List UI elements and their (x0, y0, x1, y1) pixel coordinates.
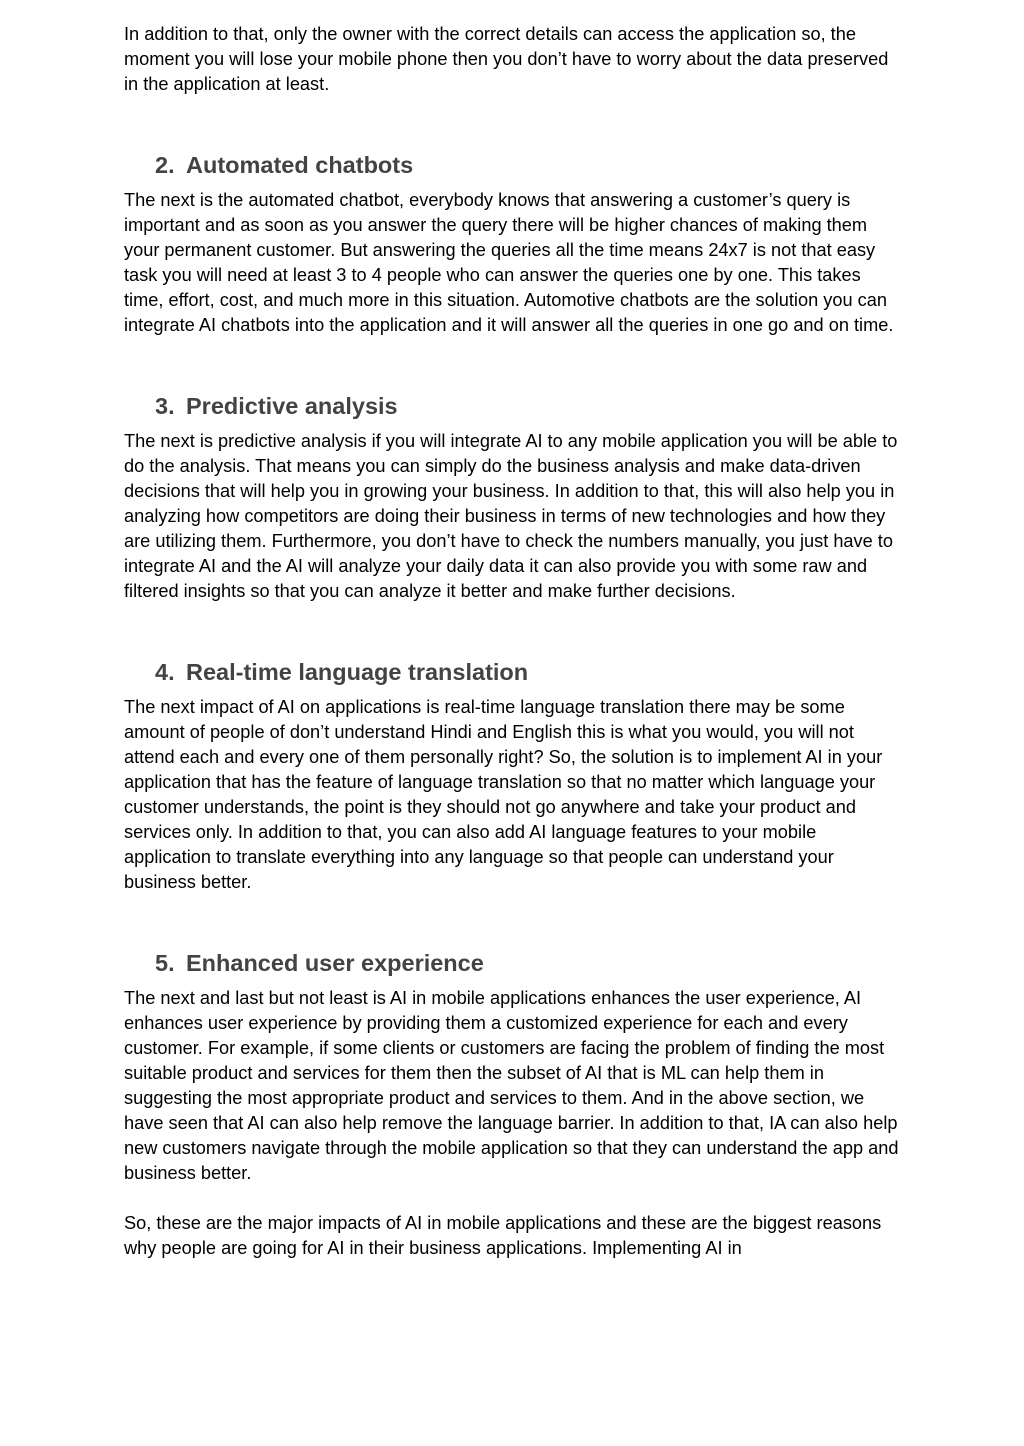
section-body: The next is the automated chatbot, everybody knows that answering a customer’s query is important and as soon as you answer the query there will be higher chances of making them your permanent customer. But answering the queries all the time means 24x7 is not that easy task you will need at least 3 to 4 people who can answer the queries one by one. This takes time, effort, cost, and much more in this situation. Automotive chatbots are the solution you can integrate AI chatbots into the application and it will answer all the queries in one go and on time. (124, 190, 894, 335)
section-enhanced-user-experience (124, 948, 904, 1186)
section-heading (124, 948, 904, 978)
section-number: 3. (155, 393, 175, 419)
section-automated-chatbots (124, 150, 904, 338)
section-body: The next impact of AI on applications is real-time language translation there may be some amount of people of don’t understand Hindi and English this is what you would, you will not attend each and every one of them personally right? So, the solution is to implement AI in your application that has the feature of language translation so that no matter which language your customer understands, the point is they should not go anywhere and take your product and services only. In addition to that, you can also add AI language features to your mobile application to translate everything into any language so that people can understand your business better. (124, 697, 883, 892)
section-heading (124, 657, 904, 687)
section-title: Enhanced user experience (186, 950, 484, 976)
document-page (124, 22, 904, 1261)
section-body: The next and last but not least is AI in mobile applications enhances the user experience, AI enhances user experience by providing them a customized experience for each and every customer. For example, if some clients or customers are facing the problem of finding the most suitable product and services for them then the subset of AI that is ML can help them in suggesting the most appropriate product and services to them. And in the above section, we have seen that AI can also help remove the language barrier. In addition to that, IA can also help new customers navigate through the mobile application so that they can understand the app and business better. (124, 988, 899, 1183)
section-real-time-language-translation (124, 657, 904, 895)
section-title: Predictive analysis (186, 393, 398, 419)
section-heading (124, 391, 904, 421)
section-number: 2. (155, 152, 175, 178)
intro-paragraph: In addition to that, only the owner with the correct details can access the application so, the moment you will lose your mobile phone then you don’t have to worry about the data preserved in the application at least. (124, 24, 889, 94)
section-predictive-analysis (124, 391, 904, 604)
conclusion-paragraph: So, these are the major impacts of AI in mobile applications and these are the biggest reasons why people are going for AI in their business applications. Implementing AI in (124, 1213, 882, 1258)
section-title: Real-time language translation (186, 659, 529, 685)
section-number: 4. (155, 659, 175, 685)
section-body: The next is predictive analysis if you will integrate AI to any mobile application you will be able to do the analysis. That means you can simply do the business analysis and make data-driven decisions that will help you in growing your business. In addition to that, this will also help you in analyzing how competitors are doing their business in terms of new technologies and how they are utilizing them. Furthermore, you don’t have to check the numbers manually, you just have to integrate AI and the AI will analyze your daily data it can also provide you with some raw and filtered insights so that you can analyze it better and make further decisions. (124, 431, 898, 601)
section-title: Automated chatbots (186, 152, 414, 178)
section-heading (124, 150, 904, 180)
section-number: 5. (155, 950, 175, 976)
